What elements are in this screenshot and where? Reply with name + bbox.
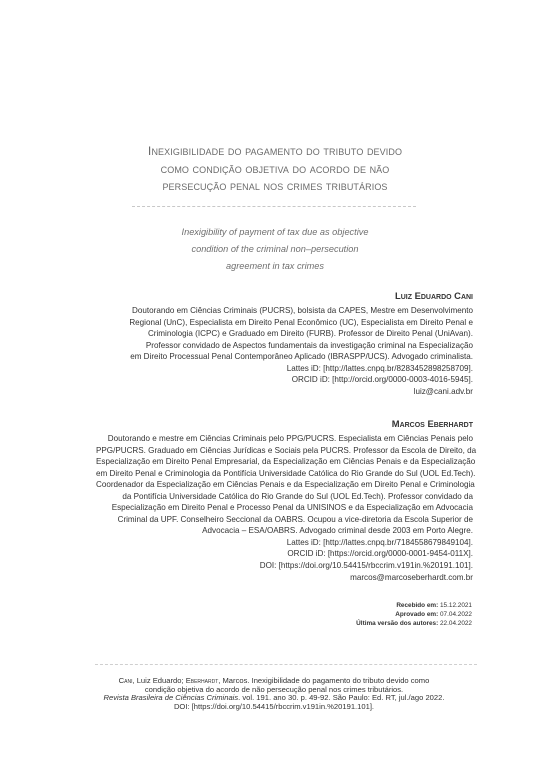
orcid-link[interactable]: ORCID iD: [http://orcid.org/0000-0003-4016-5945]. (291, 375, 473, 385)
citation-author-2: Eberhardt (185, 676, 219, 685)
author-name-2: Marcos Eberhardt (391, 418, 473, 429)
citation-text: , Luiz Eduardo; (132, 676, 186, 685)
bio-line: Professor convidado de Aspectos fundamentais da investigação criminal na Especialização (145, 340, 473, 350)
bio-line: Advocacia – ESA/OABRS. Advogado criminal desde 2003 em Porto Alegre. (202, 526, 473, 536)
bio-line: PPG/PUCRS. Graduado em Ciências Jurídicas e Sociais pela PUCRS. Professor da Escola de Direito, da (96, 445, 477, 455)
citation-text: , Marcos. Inexigibilidade do pagamento do tributo devido como (218, 676, 430, 685)
orcid-link[interactable]: ORCID iD: [https://orcid.org/0000-0001-9454-011X]. (287, 549, 473, 559)
english-title (110, 224, 440, 275)
author-bio-1 (96, 305, 473, 397)
final-label: Última versão dos autores: (356, 620, 439, 628)
english-title-line: condition of the criminal non–persecution (191, 244, 359, 254)
lattes-link[interactable]: Lattes iD: [http://lattes.cnpq.br/7184558679849104]. (286, 537, 473, 547)
citation-line: condição objetiva do acordo de não persecução penal nos crimes tributários. (144, 684, 404, 694)
title-line: persecução penal nos crimes tributários (162, 179, 388, 193)
bio-line: Doutorando em Ciências Criminais (PUCRS), bolsista da CAPES, Mestre em Desenvolvimento (132, 306, 473, 315)
received-label: Recebido em: (396, 602, 439, 609)
email-link[interactable]: marcos@marcoseberhardt.com.br (350, 572, 473, 582)
submission-dates (356, 601, 472, 629)
bio-line: da Pontifícia Universidade Católica do Rio Grande do Sul (UOL Ed.Tech). Professor convidado da (122, 491, 473, 501)
title-line: Inexigibilidade do pagamento do tributo devido (147, 144, 403, 158)
doi-link[interactable]: DOI: [https://doi.org/10.54415/rbccrim.v191in.%20191.101]. (259, 561, 473, 571)
approved-value: 07.04.2022 (440, 611, 472, 619)
bio-line: Criminologia (ICPC) e Graduado em Direito (FURB). Professor de Direito Penal (UniAvan). (147, 329, 473, 339)
email-link[interactable]: luiz@cani.adv.br (413, 386, 473, 396)
title-divider (132, 206, 416, 207)
citation-divider (95, 664, 477, 665)
lattes-link[interactable]: Lattes iD: [http://lattes.cnpq.br/8283452898258709]. (286, 363, 473, 373)
approved-label: Aprovado em: (395, 611, 439, 619)
approved-date (356, 610, 472, 619)
title-line: como condição objetiva do acordo de não (160, 161, 390, 176)
bio-line: Criminal da UPF. Conselheiro Seccional da OABRS. Ocupou a vice-diretoria da Escola Superior de (117, 514, 473, 524)
author-name-1: Luiz Eduardo Cani (394, 290, 473, 301)
citation-text: . vol. 191. ano 30. p. 49-92. São Paulo: Ed. RT, jul./ago 2022. (238, 693, 445, 703)
citation-doi-link[interactable]: DOI: [https://doi.org/10.54415/rbccrim.v191in.%20191.101]. (173, 701, 375, 711)
bio-line: Coordenador da Especialização em Ciências Penais e da Especialização em Direito Penal e Criminologia (96, 480, 475, 490)
received-date (356, 601, 472, 610)
bio-line: em Direito Penal e Criminologia da Pontifícia Universidade Católica do Rio Grande do Sul (UOL Ed.Tech). (96, 468, 476, 478)
bio-line: Especialização em Direito Penal e Processo Penal da UNISINOS e da Especialização em Advocacia (111, 503, 473, 513)
bio-line: Regional (UnC), Especialista em Direito Penal Econômico (UC), Especialista em Direito Penal e (129, 317, 473, 327)
bio-line: Especialização em Direito Penal Empresarial, da Especialização em Ciências Penais e da Especialização (96, 457, 476, 467)
article-title (110, 143, 440, 196)
citation-journal: Revista Brasileira de Ciências Criminais (103, 693, 239, 703)
final-value: 22.04.2022 (440, 620, 472, 628)
bio-line: em Direito Processual Penal Contemporâneo Aplicado (IBRASPP/UCS). Advogado criminalista. (130, 352, 473, 362)
citation-block (80, 677, 468, 711)
english-title-line: Inexigibility of payment of tax due as objective (181, 227, 369, 237)
citation-author-1: Cani (118, 676, 133, 685)
english-title-line: agreement in tax crimes (225, 261, 325, 271)
received-value: 15.12.2021 (440, 602, 472, 609)
author-bio-2 (96, 433, 477, 583)
final-version-date (356, 619, 472, 628)
bio-line: Doutorando e mestre em Ciências Criminais pelo PPG/PUCRS. Especialista em Ciências Penais pelo (107, 434, 473, 443)
